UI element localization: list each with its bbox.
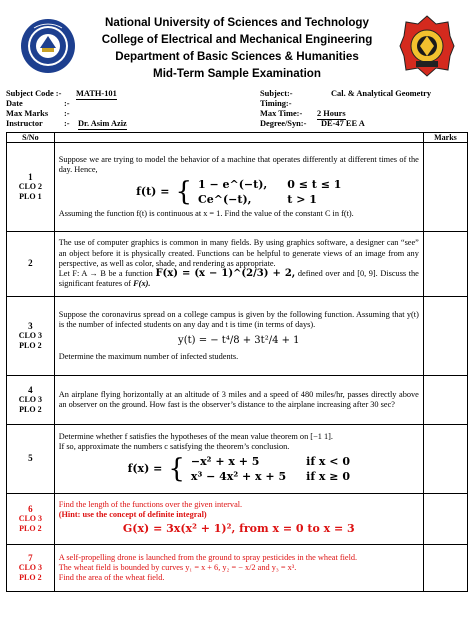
- question-text-cell: [54, 494, 423, 545]
- question-outro: Assuming the function f(t) is continuous at x = 1. Find the value of the constant C in f(t).: [58, 209, 354, 219]
- max-marks-label: Max Marks: [6, 109, 49, 118]
- case-expression: 1 − e^(−t),: [197, 178, 268, 192]
- question-number: 6: [28, 503, 33, 514]
- question-number-cell: [7, 425, 55, 494]
- question-row: [7, 425, 468, 494]
- nust-logo: [20, 18, 76, 74]
- case-condition: if x < 0: [306, 455, 350, 469]
- max-time-label: Max Time:-: [260, 109, 303, 118]
- question-number-cell: [7, 376, 55, 425]
- question-text-cell: [54, 143, 423, 232]
- question-number-cell: [7, 143, 55, 232]
- plo-label: PLO 2: [19, 523, 42, 533]
- question-row: [7, 232, 468, 297]
- question-row: [7, 545, 468, 592]
- marks-cell: [423, 545, 467, 592]
- date-sep: :-: [64, 99, 70, 108]
- marks-cell: [423, 425, 467, 494]
- max-marks-sep: :-: [64, 109, 70, 118]
- clo-label: CLO 2: [18, 182, 43, 192]
- formula: G(x) = 3x(x² + 1)², from x = 0 to x = 3: [122, 522, 355, 536]
- clo-label: CLO 3: [18, 395, 43, 405]
- question-text-cell: [54, 425, 423, 494]
- question-table: [6, 132, 468, 592]
- marks-cell: [423, 143, 467, 232]
- degree-label: Degree/Syn:-: [260, 119, 307, 128]
- question-text: An airplane flying horizontally at an altitude of 3 miles and a speed of 480 miles/hr, passes directly above an observer on the ground. How fast is the observer’s distance to the airplane increasing after 30 sec?: [58, 389, 419, 409]
- marks-header: Marks: [423, 133, 467, 143]
- sno-header: S/No: [7, 133, 55, 143]
- ceme-shield-logo: [398, 14, 456, 78]
- clo-label: CLO 3: [18, 331, 43, 341]
- question-intro: Determine whether f satisfies the hypotheses of the mean value theorem on [−1 1].: [58, 431, 333, 441]
- formula-lhs: f(x) =: [127, 462, 163, 476]
- question-line: Find the area of the wheat field.: [58, 573, 165, 583]
- piecewise-formula: f(t) = { 1 − e^(−t), Ce^(−t), 0 ≤ t ≤ 1 t > 1: [136, 177, 342, 208]
- subject-label: Subject:-: [260, 89, 293, 98]
- question-text-cell: [54, 297, 423, 376]
- date-label: Date: [6, 99, 23, 108]
- subject-value: Cal. & Analytical Geometry: [331, 89, 432, 98]
- question-intro: The use of computer graphics is common in many fields. By using graphics software, a designer can “see” an object before it is physically created. Functions can be helpful to generate views of an image from any perspective, as well as color, shade, and rendering as appropriate.: [58, 238, 419, 268]
- question-outro: F(x).: [133, 279, 151, 289]
- question-number: 2: [28, 258, 33, 269]
- question-number-cell: [7, 545, 55, 592]
- case-condition: if x ≥ 0: [306, 470, 350, 484]
- plo-label: PLO 1: [19, 191, 42, 201]
- question-text-cell: [54, 232, 423, 297]
- formula-lhs: f(t) =: [136, 185, 170, 199]
- question-row: [7, 297, 468, 376]
- table-header-row: [7, 133, 468, 143]
- college-name: College of Electrical and Mechanical Engineering: [101, 33, 373, 46]
- exam-title: Mid-Term Sample Examination: [153, 67, 321, 80]
- question-outro: Let F: A → B be a function: [58, 269, 153, 279]
- university-name: National University of Sciences and Technology: [105, 16, 369, 29]
- question-number: 7: [28, 552, 33, 563]
- question-line: A self-propelling drone is launched from the ground to spray pesticides in the wheat field.: [58, 552, 358, 562]
- formula: y(t) = − t⁴/8 + 3t²/4 + 1: [178, 335, 300, 347]
- question-row: [7, 494, 468, 545]
- question-line: Find the length of the functions over the given interval.: [58, 499, 243, 509]
- marks-cell: [423, 494, 467, 545]
- subject-code-label: Subject Code :-: [6, 89, 62, 98]
- instructor-value: Dr. Asim Aziz: [78, 119, 127, 128]
- clo-label: CLO 3: [18, 514, 43, 524]
- case-expression: Ce^(−t),: [197, 193, 252, 207]
- exam-info: [6, 89, 468, 129]
- plo-label: PLO 2: [19, 572, 42, 582]
- instructor-sep: :-: [64, 119, 70, 128]
- question-number-cell: [7, 297, 55, 376]
- question-number: 5: [28, 453, 33, 464]
- plo-label: PLO 2: [19, 404, 42, 414]
- question-row: [7, 376, 468, 425]
- case-condition: 0 ≤ t ≤ 1: [287, 178, 342, 192]
- question-outro: defined over and [0, 9]. Discuss the significant features of: [58, 269, 419, 289]
- marks-cell: [423, 376, 467, 425]
- question-number: 4: [28, 384, 33, 395]
- question-outro: Determine the maximum number of infected students.: [58, 352, 239, 362]
- subject-code-value: MATH-101: [76, 89, 117, 98]
- case-condition: t > 1: [287, 193, 317, 207]
- instructor-label: Instructor: [6, 119, 43, 128]
- question-number-cell: [7, 494, 55, 545]
- case-expression: −x² + x + 5: [190, 455, 260, 469]
- max-time-value: 2 Hours: [317, 109, 346, 118]
- inline-formula: F(x) = (x − 1)^(2/3) + 2,: [155, 268, 296, 280]
- degree-value: DE-47 EE A: [321, 119, 365, 128]
- marks-cell: [423, 232, 467, 297]
- question-intro: Suppose the coronavirus spread on a college campus is given by the following function. Assuming that y(t) is the number of infected students on any day and t is time (in terms of days).: [58, 309, 419, 329]
- question-text-cell: [54, 376, 423, 425]
- question-number-cell: [7, 232, 55, 297]
- question-intro: Suppose we are trying to model the behavior of a machine that operates differently at different times of the day. Hence,: [58, 154, 419, 174]
- plo-label: PLO 2: [19, 340, 42, 350]
- question-row: [7, 143, 468, 232]
- question-number: 3: [28, 320, 33, 331]
- clo-label: CLO 3: [18, 563, 43, 573]
- department-name: Department of Basic Sciences & Humanities: [115, 50, 359, 63]
- marks-cell: [423, 297, 467, 376]
- piecewise-formula: f(x) = { −x² + x + 5 x³ − 4x² + x + 5 if x < 0 if x ≥ 0: [127, 454, 350, 485]
- question-line: The wheat field is bounded by curves y₁ = x + 6, y₂ = − x/2 and y₃ = x³.: [58, 562, 297, 572]
- question-text-cell: [54, 545, 423, 592]
- question-hint: (Hint: use the concept of definite integral): [58, 510, 207, 519]
- case-expression: x³ − 4x² + x + 5: [190, 470, 287, 484]
- question-number: 1: [28, 171, 33, 182]
- timing-label: Timing:-: [260, 99, 292, 108]
- exam-header: [0, 0, 474, 88]
- question-intro: If so, approximate the numbers c satisfying the theorem’s conclusion.: [58, 442, 290, 451]
